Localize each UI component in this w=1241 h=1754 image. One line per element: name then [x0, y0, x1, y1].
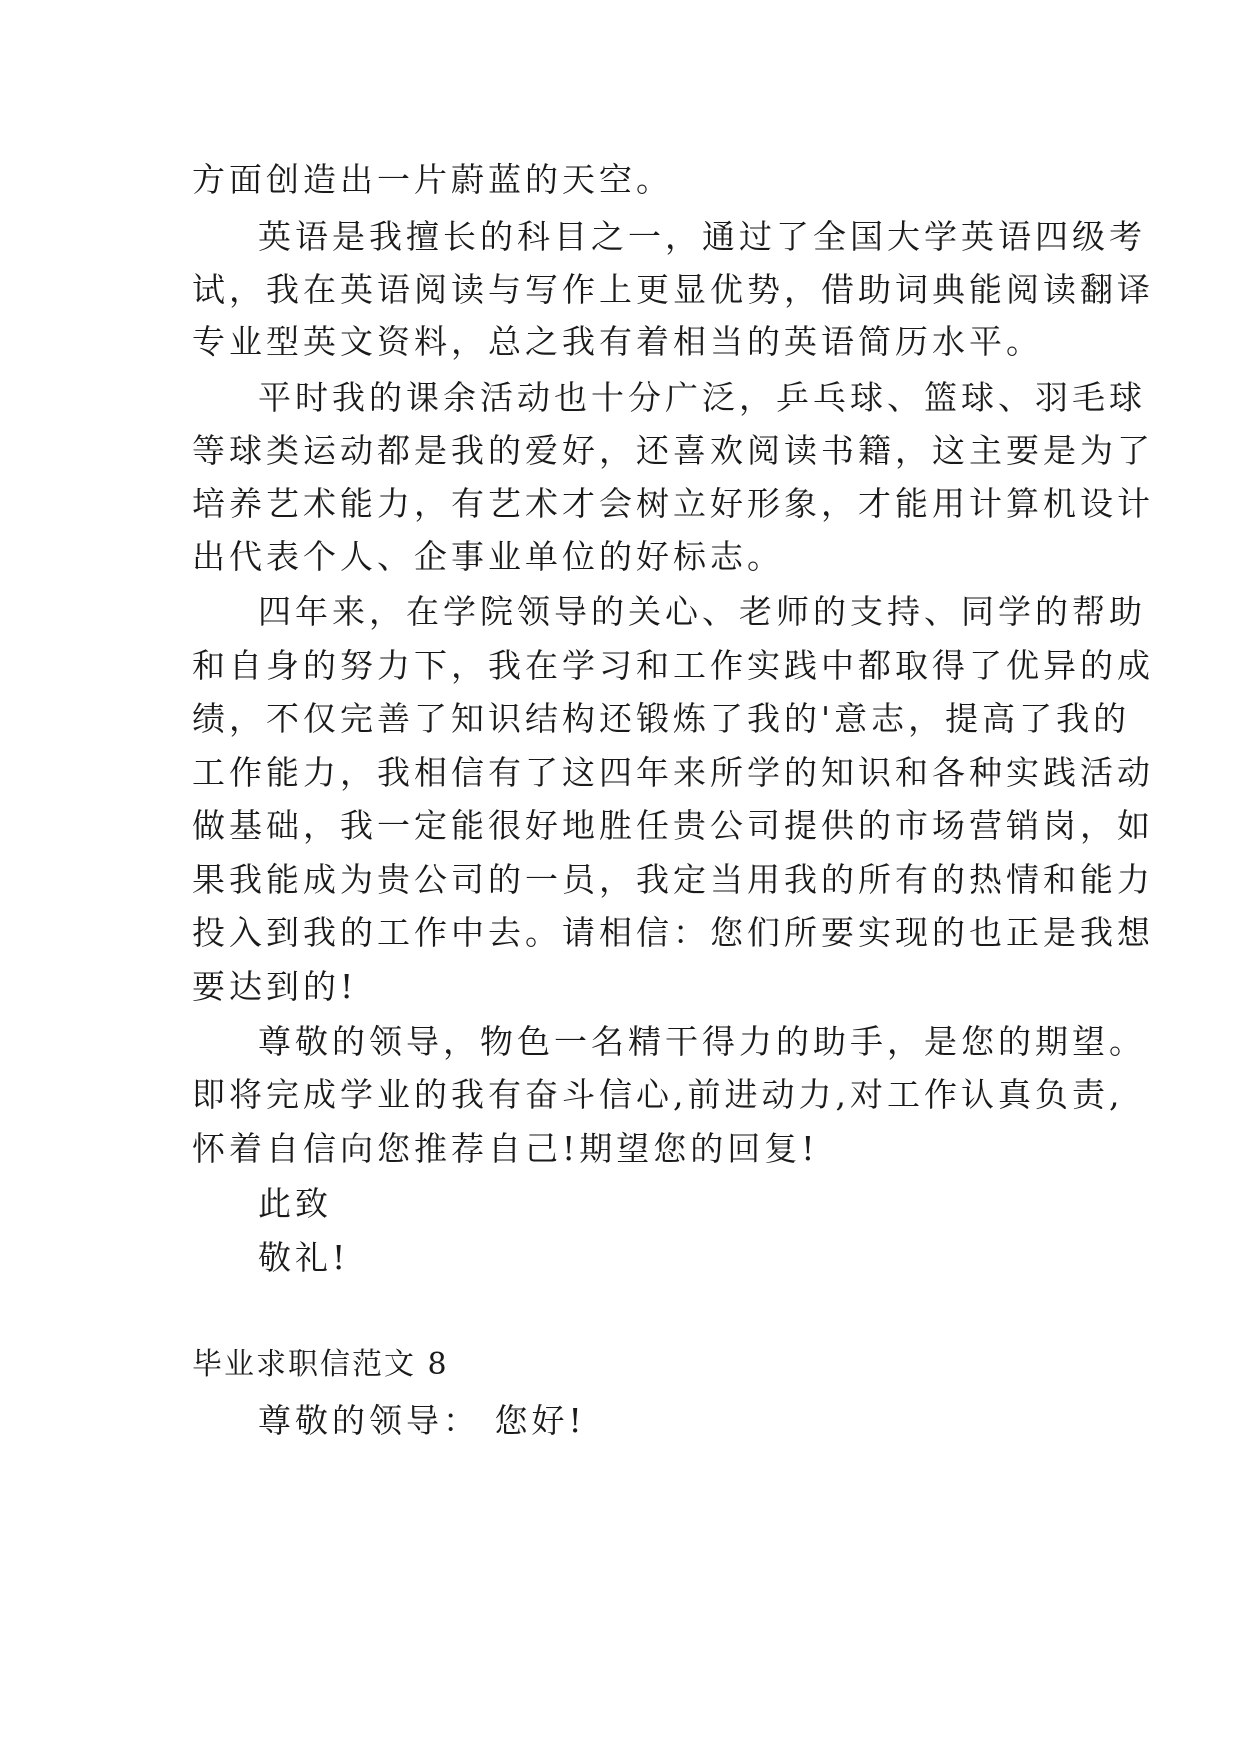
body-text-line: 等球类运动都是我的爱好，还喜欢阅读书籍，这主要是为了	[192, 431, 1154, 470]
paragraph-activities-start: 平时我的课余活动也十分广泛，乒乓球、篮球、羽毛球	[258, 378, 1146, 417]
paragraph-four-years-start: 四年来，在学院领导的关心、老师的支持、同学的帮助	[258, 592, 1146, 631]
body-text-line: 出代表个人、企事业单位的好标志。	[192, 537, 784, 576]
closing-regards: 敬礼!	[258, 1238, 350, 1277]
body-text-line: 方面创造出一片蔚蓝的天空。	[192, 160, 673, 199]
paragraph-closing-start: 尊敬的领导，物色一名精干得力的助手，是您的期望。	[258, 1022, 1146, 1061]
body-text-line: 工作能力，我相信有了这四年来所学的知识和各种实践活动	[192, 753, 1154, 792]
body-text-line: 怀着自信向您推荐自己!期望您的回复!	[192, 1129, 819, 1168]
paragraph-english-start: 英语是我擅长的科目之一，通过了全国大学英语四级考	[258, 217, 1146, 256]
body-text-line: 做基础，我一定能很好地胜任贵公司提供的市场营销岗，如	[192, 806, 1154, 845]
body-text-line: 绩，不仅完善了知识结构还锻炼了我的'意志，提高了我的	[192, 699, 1131, 738]
closing-salutation: 此致	[258, 1184, 332, 1223]
body-text-line: 试，我在英语阅读与写作上更显优势，借助词典能阅读翻译	[192, 270, 1154, 309]
body-text-line: 和自身的努力下，我在学习和工作实践中都取得了优异的成	[192, 646, 1154, 685]
body-text-line: 专业型英文资料，总之我有着相当的英语简历水平。	[192, 322, 1043, 361]
body-text-line: 培养艺术能力，有艺术才会树立好形象，才能用计算机设计	[192, 484, 1154, 523]
section-heading: 毕业求职信范文 8	[192, 1347, 449, 1382]
body-text-line: 要达到的!	[192, 967, 358, 1006]
body-text-line: 果我能成为贵公司的一员，我定当用我的所有的热情和能力	[192, 860, 1154, 899]
greeting-line: 尊敬的领导： 您好!	[258, 1401, 586, 1440]
body-text-line: 即将完成学业的我有奋斗信心,前进动力,对工作认真负责,	[192, 1075, 1124, 1114]
body-text-line: 投入到我的工作中去。请相信：您们所要实现的也正是我想	[192, 913, 1154, 952]
